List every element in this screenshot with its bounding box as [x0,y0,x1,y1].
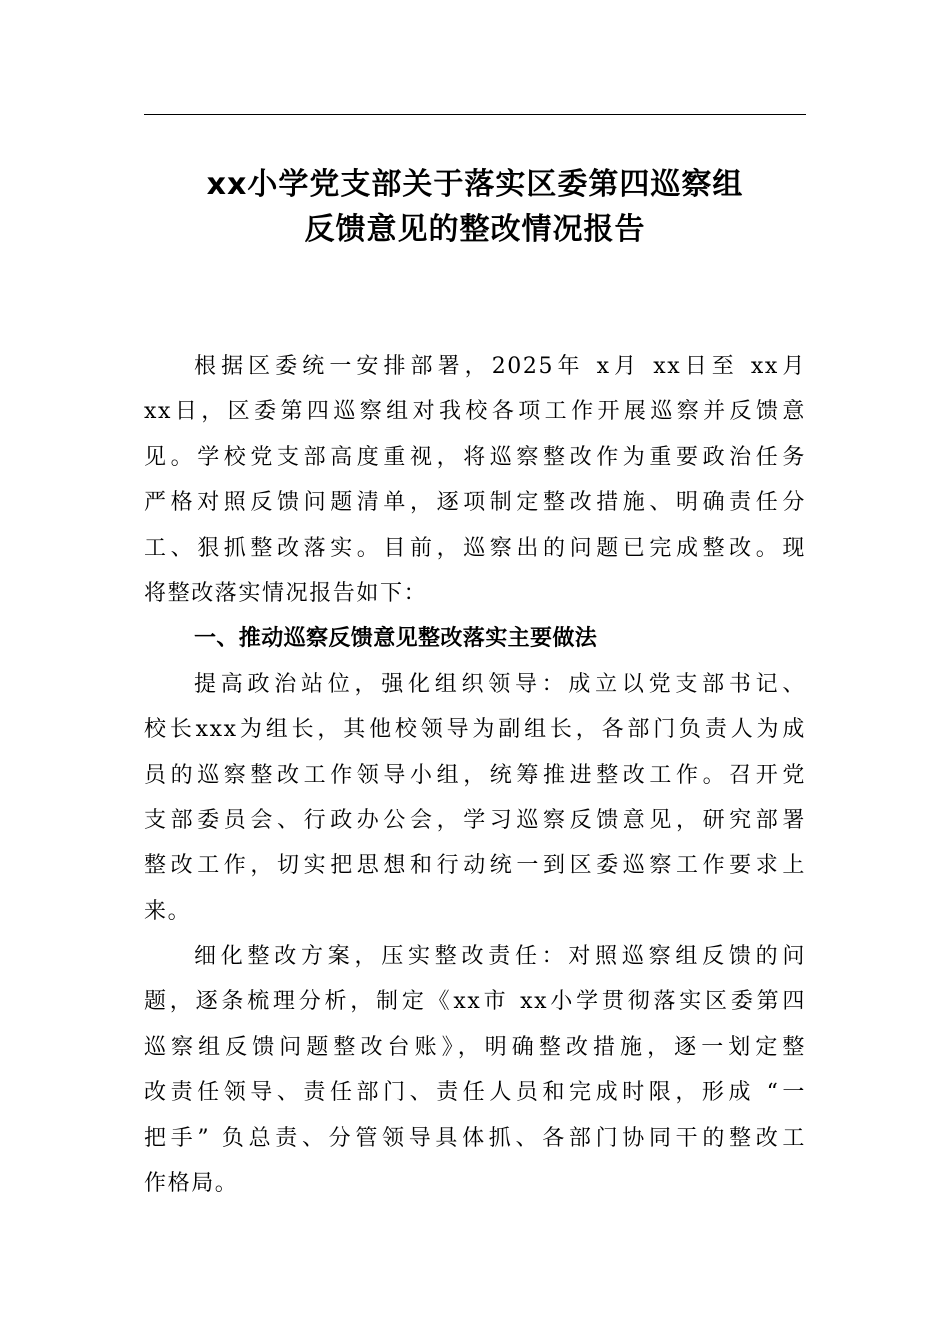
title-line: 反馈意见的整改情况报告 [304,212,646,247]
document-body [144,344,806,1206]
paragraph-line: 工、狠抓整改落实。目前，巡察出的问题已完成整改。现 [144,535,806,561]
paragraph-line: 严格对照反馈问题清单，逐项制定整改措施、明确责任分 [144,490,806,516]
paragraph-1 [144,344,806,616]
paragraph-line: 提高政治站位，强化组织领导：成立以党支部书记、 [194,671,806,697]
header-rule [144,114,806,115]
paragraph-line: 支部委员会、行政办公会，学习巡察反馈意见，研究部署 [144,807,806,833]
paragraph-line: 校长xxx为组长，其他校领导为副组长，各部门负责人为成 [144,717,806,743]
paragraph-line: 整改工作，切实把思想和行动统一到区委巡察工作要求上 [144,853,806,879]
title-line: xx小学党支部关于落实区委第四巡察组 [206,167,744,202]
paragraph-line: 作格局。 [144,1171,239,1197]
section-heading-1: 一、推动巡察反馈意见整改落实主要做法 [194,626,598,652]
paragraph-line: 根据区委统一安排部署，2025年 x月 xx日至 xx月 [194,354,806,379]
paragraph-2 [144,662,806,934]
paragraph-line: 来。 [144,898,192,924]
paragraph-line: 题，逐条梳理分析，制定《xx市 xx小学贯彻落实区委第四 [144,989,806,1015]
paragraph-line: 改责任领导、责任部门、责任人员和完成时限，形成 “一 [144,1080,806,1106]
paragraph-line: 员的巡察整改工作领导小组，统筹推进整改工作。召开党 [144,762,806,788]
paragraph-line: 把手” 负总责、分管领导具体抓、各部门协同干的整改工 [144,1125,806,1151]
paragraph-line: 见。学校党支部高度重视，将巡察整改作为重要政治任务 [144,444,806,470]
paragraph-3 [144,934,806,1206]
document-title [144,162,806,252]
paragraph-line: 细化整改方案，压实整改责任：对照巡察组反馈的问 [194,944,806,970]
paragraph-line: 将整改落实情况报告如下： [144,580,428,606]
paragraph-line: xx日，区委第四巡察组对我校各项工作开展巡察并反馈意 [144,399,806,425]
paragraph-line: 巡察组反馈问题整改台账》，明确整改措施，逐一划定整 [144,1034,806,1060]
